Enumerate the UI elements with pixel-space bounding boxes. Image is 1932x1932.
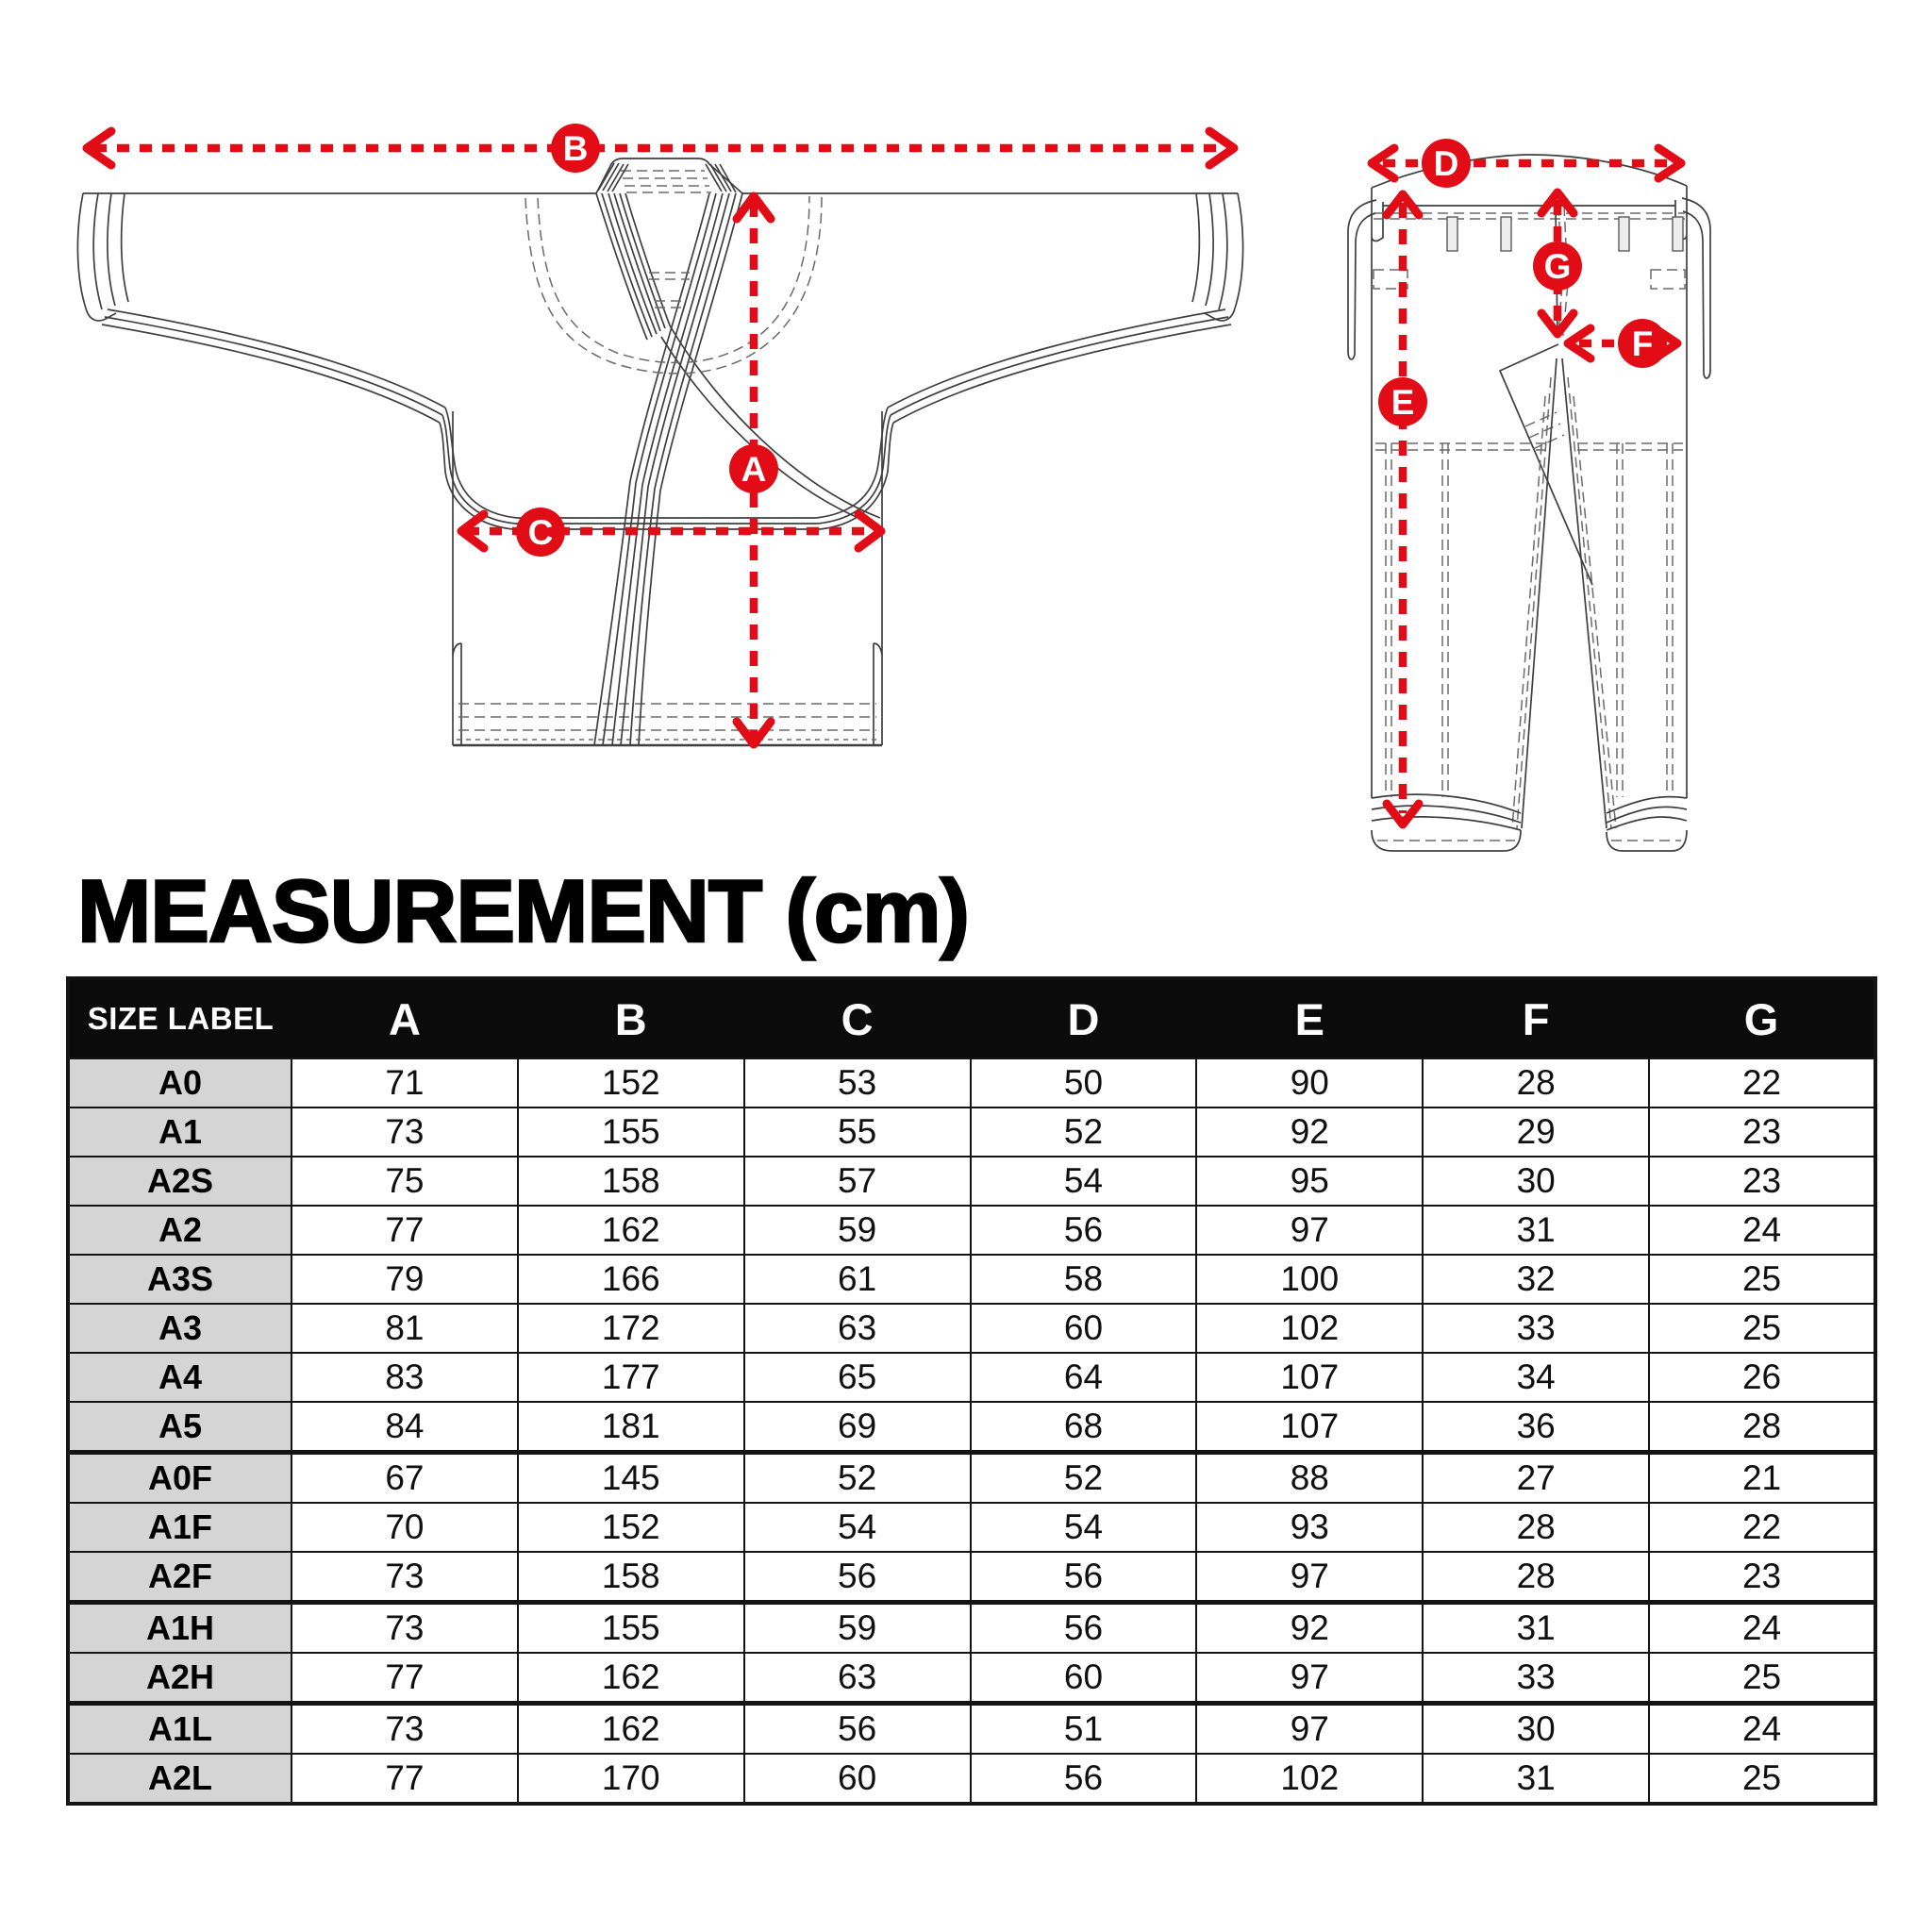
value-cell: 34 [1423,1353,1649,1402]
value-cell: 97 [1196,1704,1423,1755]
value-cell: 77 [291,1653,518,1704]
value-cell: 52 [971,1453,1197,1504]
value-cell: 102 [1196,1754,1423,1804]
value-cell: 23 [1649,1552,1875,1603]
value-cell: 21 [1649,1453,1875,1504]
value-cell: 23 [1649,1157,1875,1206]
value-cell: 88 [1196,1453,1423,1504]
value-cell: 56 [971,1206,1197,1255]
value-cell: 70 [291,1503,518,1552]
value-cell: 81 [291,1304,518,1353]
value-cell: 30 [1423,1704,1649,1755]
value-cell: 24 [1649,1206,1875,1255]
value-cell: 24 [1649,1704,1875,1755]
value-cell: 97 [1196,1206,1423,1255]
size-row-A4 [68,1353,1875,1402]
value-cell: 24 [1649,1603,1875,1654]
value-cell: 28 [1423,1503,1649,1552]
value-cell: 162 [518,1704,744,1755]
value-cell: 152 [518,1503,744,1552]
belt-loop [1501,217,1511,251]
value-cell: 28 [1649,1402,1875,1453]
value-cell: 53 [744,1058,971,1108]
value-cell: 92 [1196,1603,1423,1654]
value-cell: 54 [971,1503,1197,1552]
belt-loop [1447,217,1457,251]
value-cell: 158 [518,1552,744,1603]
value-cell: 92 [1196,1108,1423,1157]
marker-letter-E: E [1391,383,1415,422]
value-cell: 63 [744,1653,971,1704]
size-label-cell: A2F [68,1552,291,1603]
value-cell: 31 [1423,1603,1649,1654]
value-cell: 155 [518,1108,744,1157]
size-row-A5 [68,1402,1875,1453]
value-cell: 158 [518,1157,744,1206]
size-label-cell: A0 [68,1058,291,1108]
value-cell: 162 [518,1653,744,1704]
value-cell: 69 [744,1402,971,1453]
value-cell: 68 [971,1402,1197,1453]
size-label-cell: A1 [68,1108,291,1157]
size-label-cell: A1L [68,1704,291,1755]
size-row-A1L [68,1704,1875,1755]
value-cell: 56 [971,1552,1197,1603]
value-cell: 56 [744,1704,971,1755]
value-cell: 73 [291,1108,518,1157]
value-cell: 36 [1423,1402,1649,1453]
header-letter-G: G [1649,978,1875,1058]
size-label-cell: A0F [68,1453,291,1504]
value-cell: 107 [1196,1402,1423,1453]
size-row-A2 [68,1206,1875,1255]
size-label-cell: A3 [68,1304,291,1353]
value-cell: 32 [1423,1255,1649,1304]
value-cell: 51 [971,1704,1197,1755]
gi-jacket-drawing [77,158,1242,745]
value-cell: 52 [744,1453,971,1504]
value-cell: 23 [1649,1108,1875,1157]
value-cell: 58 [971,1255,1197,1304]
size-row-A1H [68,1603,1875,1654]
size-row-A2L [68,1754,1875,1804]
size-row-A2F [68,1552,1875,1603]
value-cell: 28 [1423,1552,1649,1603]
size-label-cell: A2H [68,1653,291,1704]
size-label-cell: A3S [68,1255,291,1304]
value-cell: 83 [291,1353,518,1402]
value-cell: 102 [1196,1304,1423,1353]
size-row-A0 [68,1058,1875,1108]
value-cell: 54 [971,1157,1197,1206]
value-cell: 25 [1649,1255,1875,1304]
value-cell: 67 [291,1453,518,1504]
header-letter-D: D [971,978,1197,1058]
value-cell: 30 [1423,1157,1649,1206]
value-cell: 25 [1649,1304,1875,1353]
belt-loop [1673,217,1683,251]
value-cell: 172 [518,1304,744,1353]
value-cell: 166 [518,1255,744,1304]
measure-line-B [87,131,1234,165]
value-cell: 57 [744,1157,971,1206]
value-cell: 95 [1196,1157,1423,1206]
value-cell: 65 [744,1353,971,1402]
header-letter-C: C [744,978,971,1058]
value-cell: 100 [1196,1255,1423,1304]
value-cell: 26 [1649,1353,1875,1402]
value-cell: 55 [744,1108,971,1157]
size-row-A1F [68,1503,1875,1552]
size-label-cell: A2L [68,1754,291,1804]
value-cell: 22 [1649,1503,1875,1552]
value-cell: 60 [971,1653,1197,1704]
value-cell: 73 [291,1552,518,1603]
value-cell: 162 [518,1206,744,1255]
value-cell: 31 [1423,1754,1649,1804]
value-cell: 84 [291,1402,518,1453]
page-title: MEASUREMENT (cm) [77,861,969,960]
marker-letter-G: G [1543,247,1572,286]
header-letter-B: B [518,978,744,1058]
value-cell: 75 [291,1157,518,1206]
size-label-cell: A4 [68,1353,291,1402]
value-cell: 155 [518,1603,744,1654]
value-cell: 177 [518,1353,744,1402]
size-table [66,976,1877,1806]
value-cell: 59 [744,1206,971,1255]
size-label-cell: A1F [68,1503,291,1552]
value-cell: 97 [1196,1653,1423,1704]
value-cell: 33 [1423,1653,1649,1704]
value-cell: 79 [291,1255,518,1304]
value-cell: 25 [1649,1754,1875,1804]
marker-letter-C: C [527,513,554,552]
value-cell: 25 [1649,1653,1875,1704]
value-cell: 77 [291,1754,518,1804]
header-letter-F: F [1423,978,1649,1058]
value-cell: 181 [518,1402,744,1453]
value-cell: 56 [971,1754,1197,1804]
value-cell: 56 [744,1552,971,1603]
size-row-A3S [68,1255,1875,1304]
marker-letter-B: B [562,129,589,168]
size-row-A2H [68,1653,1875,1704]
size-row-A2S [68,1157,1875,1206]
value-cell: 59 [744,1603,971,1654]
value-cell: 28 [1423,1058,1649,1108]
value-cell: 170 [518,1754,744,1804]
value-cell: 145 [518,1453,744,1504]
value-cell: 60 [744,1754,971,1804]
size-label-cell: A2S [68,1157,291,1206]
size-row-A1 [68,1108,1875,1157]
value-cell: 97 [1196,1552,1423,1603]
value-cell: 50 [971,1058,1197,1108]
header-letter-E: E [1196,978,1423,1058]
value-cell: 77 [291,1206,518,1255]
header-letter-A: A [291,978,518,1058]
value-cell: 90 [1196,1058,1423,1108]
value-cell: 56 [971,1603,1197,1654]
belt-loop [1619,217,1629,251]
value-cell: 93 [1196,1503,1423,1552]
value-cell: 152 [518,1058,744,1108]
size-label-cell: A5 [68,1402,291,1453]
value-cell: 71 [291,1058,518,1108]
value-cell: 33 [1423,1304,1649,1353]
measurement-diagram [0,0,1932,953]
value-cell: 52 [971,1108,1197,1157]
size-label-cell: A2 [68,1206,291,1255]
value-cell: 31 [1423,1206,1649,1255]
measure-line-D [1372,148,1681,178]
size-table-header [68,978,1875,1058]
value-cell: 63 [744,1304,971,1353]
value-cell: 22 [1649,1058,1875,1108]
value-cell: 73 [291,1603,518,1654]
value-cell: 29 [1423,1108,1649,1157]
size-row-A3 [68,1304,1875,1353]
value-cell: 27 [1423,1453,1649,1504]
value-cell: 107 [1196,1353,1423,1402]
marker-letter-D: D [1433,144,1459,183]
value-cell: 60 [971,1304,1197,1353]
marker-letter-F: F [1631,325,1654,363]
header-size-label: SIZE LABEL [68,978,291,1058]
value-cell: 54 [744,1503,971,1552]
value-cell: 64 [971,1353,1197,1402]
marker-letter-A: A [741,450,767,489]
value-cell: 73 [291,1704,518,1755]
size-label-cell: A1H [68,1603,291,1654]
size-row-A0F [68,1453,1875,1504]
value-cell: 61 [744,1255,971,1304]
